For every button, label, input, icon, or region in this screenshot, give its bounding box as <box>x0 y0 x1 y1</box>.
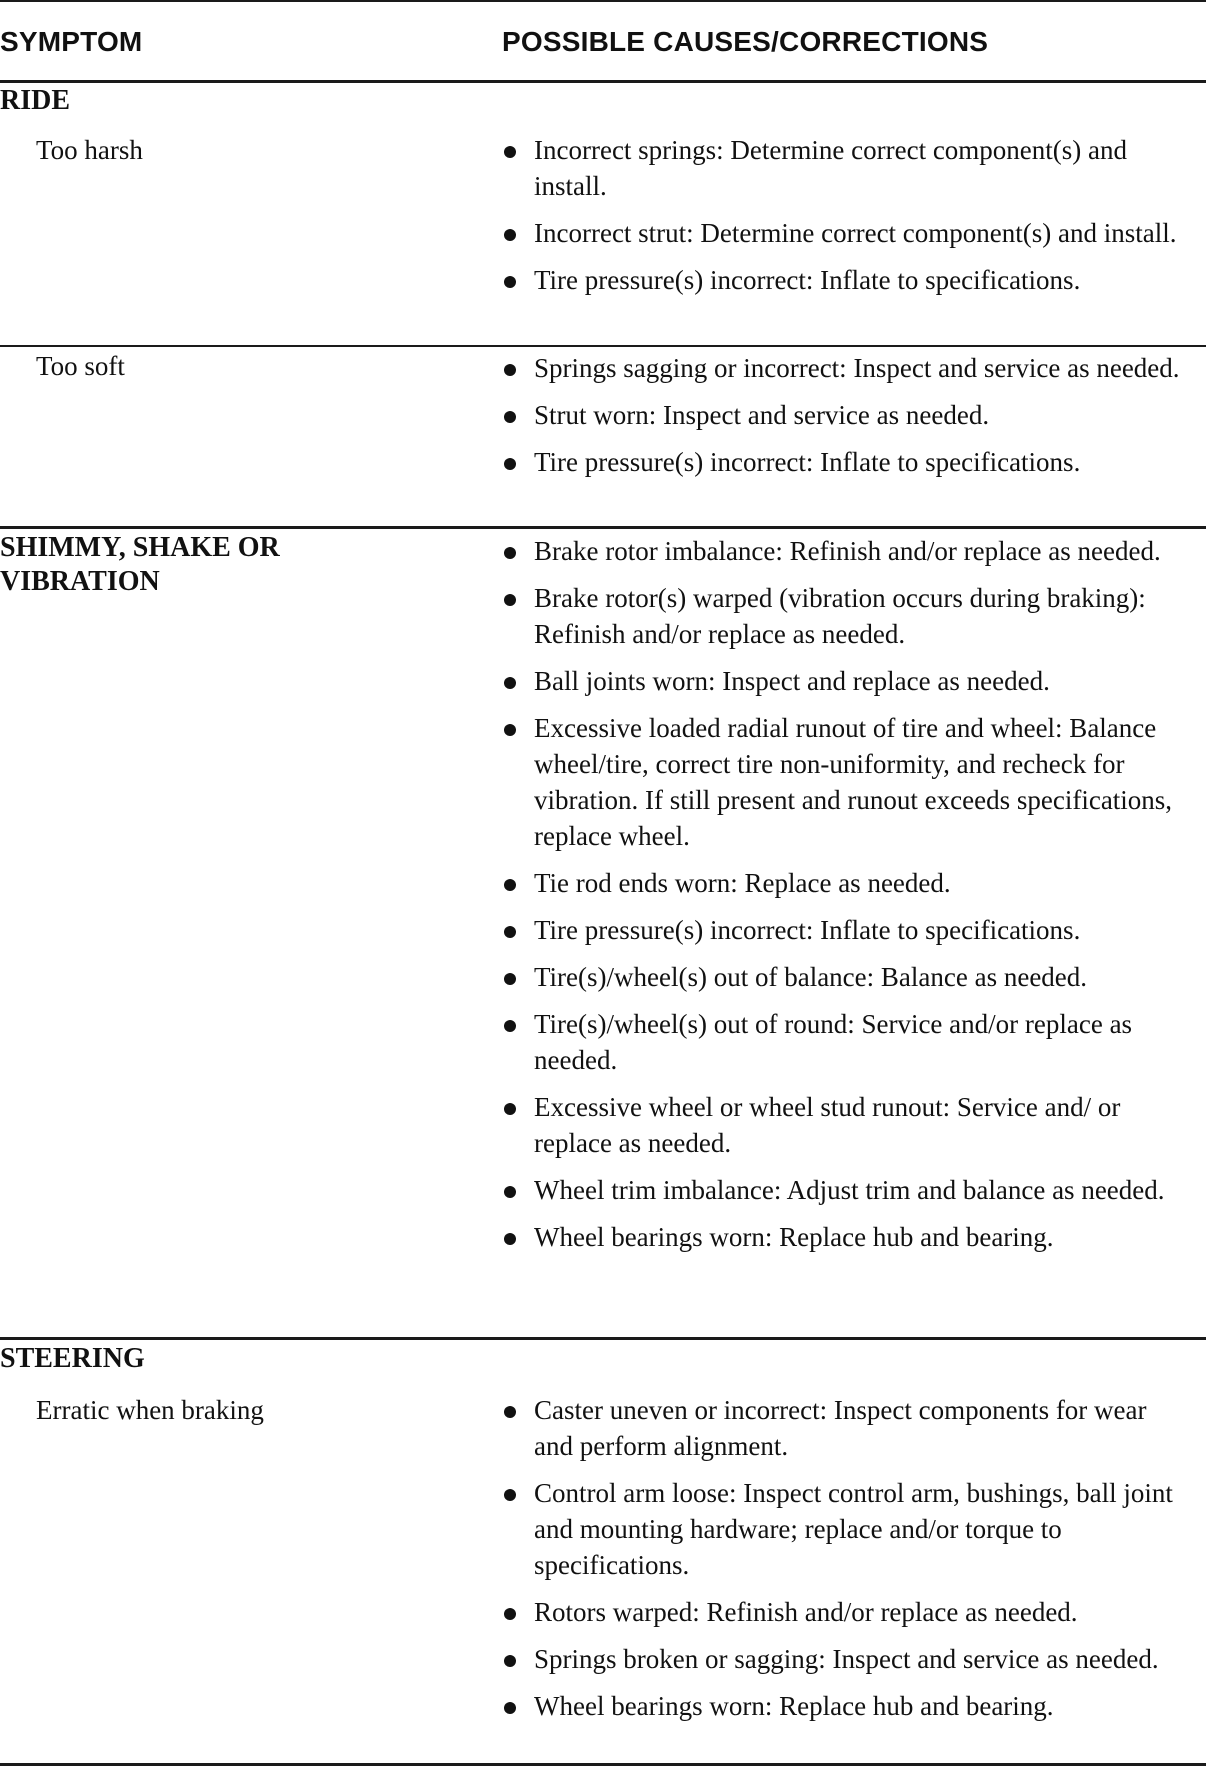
bullet-icon <box>504 1702 516 1714</box>
cause-text: Tire(s)/wheel(s) out of round: Service and/or replace as needed. <box>534 1009 1133 1075</box>
bullet-icon <box>504 276 516 288</box>
list-item <box>502 912 1182 948</box>
symptom-too-harsh: Too harsh <box>36 135 143 165</box>
causes-too-harsh <box>502 132 1182 309</box>
bullet-icon <box>504 1020 516 1032</box>
bullet-icon <box>504 926 516 938</box>
bullet-icon <box>504 229 516 241</box>
causes-column-header: POSSIBLE CAUSES/CORRECTIONS <box>502 26 989 57</box>
list-item <box>502 262 1182 298</box>
cause-text: Tire(s)/wheel(s) out of balance: Balance as needed. <box>534 962 1088 992</box>
bullet-icon <box>504 973 516 985</box>
bullet-icon <box>504 724 516 736</box>
cause-text: Tire pressure(s) incorrect: Inflate to specifications. <box>534 915 1081 945</box>
list-item <box>502 1641 1182 1677</box>
cause-text: Brake rotor(s) warped (vibration occurs during braking): Refinish and/or replace as needed. <box>534 583 1146 649</box>
cause-text: Springs sagging or incorrect: Inspect and service as needed. <box>534 353 1180 383</box>
bullet-icon <box>504 1186 516 1198</box>
cause-text: Incorrect springs: Determine correct component(s) and install. <box>534 135 1128 201</box>
list-item <box>502 215 1182 251</box>
bullet-icon <box>504 458 516 470</box>
header-rule <box>0 80 1206 83</box>
section-steering: STEERING <box>0 1343 145 1374</box>
list-item <box>502 350 1182 386</box>
top-rule <box>0 0 1206 2</box>
bottom-rule <box>0 1763 1206 1766</box>
list-item <box>502 1172 1182 1208</box>
list-item <box>502 1475 1182 1583</box>
cause-text: Incorrect strut: Determine correct component(s) and install. <box>534 218 1177 248</box>
section-ride: RIDE <box>0 85 71 116</box>
bullet-icon <box>504 364 516 376</box>
bullet-icon <box>504 879 516 891</box>
cause-text: Tire pressure(s) incorrect: Inflate to specifications. <box>534 265 1081 295</box>
bullet-icon <box>504 1103 516 1115</box>
bullet-icon <box>504 677 516 689</box>
list-item <box>502 580 1182 652</box>
list-item <box>502 1392 1182 1464</box>
symptom-column-header: SYMPTOM <box>0 26 143 57</box>
list-item <box>502 444 1182 480</box>
cause-text: Springs broken or sagging: Inspect and service as needed. <box>534 1644 1159 1674</box>
list-item <box>502 533 1182 569</box>
bullet-icon <box>504 594 516 606</box>
cause-text: Tire pressure(s) incorrect: Inflate to specifications. <box>534 447 1081 477</box>
cause-text: Excessive loaded radial runout of tire and wheel: Balance wheel/tire, correct tire non-uniformity, and recheck for vibration. If still present and runout exceeds specifications, replace wheel. <box>534 713 1173 851</box>
cause-text: Tie rod ends worn: Replace as needed. <box>534 868 951 898</box>
bullet-icon <box>504 1233 516 1245</box>
bullet-icon <box>504 1406 516 1418</box>
list-item <box>502 132 1182 204</box>
cause-text: Brake rotor imbalance: Refinish and/or replace as needed. <box>534 536 1161 566</box>
bullet-icon <box>504 1655 516 1667</box>
cause-text: Wheel bearings worn: Replace hub and bearing. <box>534 1691 1054 1721</box>
cause-text: Strut worn: Inspect and service as needed. <box>534 400 990 430</box>
bullet-icon <box>504 1608 516 1620</box>
list-item <box>502 663 1182 699</box>
symptom-erratic-when-braking: Erratic when braking <box>36 1395 264 1425</box>
section-rule <box>0 526 1206 529</box>
cause-text: Excessive wheel or wheel stud runout: Service and/ or replace as needed. <box>534 1092 1121 1158</box>
list-item <box>502 865 1182 901</box>
list-item <box>502 1006 1182 1078</box>
list-item <box>502 959 1182 995</box>
list-item <box>502 1089 1182 1161</box>
section-shimmy: SHIMMY, SHAKE OR VIBRATION <box>0 532 280 597</box>
bullet-icon <box>504 146 516 158</box>
row-divider <box>0 345 1206 347</box>
causes-shimmy <box>502 533 1182 1266</box>
list-item <box>502 1688 1182 1724</box>
list-item <box>502 710 1182 854</box>
list-item <box>502 1594 1182 1630</box>
causes-too-soft <box>502 350 1182 491</box>
cause-text: Wheel bearings worn: Replace hub and bearing. <box>534 1222 1054 1252</box>
causes-erratic-when-braking <box>502 1392 1182 1735</box>
bullet-icon <box>504 1489 516 1501</box>
list-item <box>502 397 1182 433</box>
cause-text: Ball joints worn: Inspect and replace as needed. <box>534 666 1050 696</box>
symptom-too-soft: Too soft <box>36 351 125 381</box>
cause-text: Wheel trim imbalance: Adjust trim and balance as needed. <box>534 1175 1165 1205</box>
list-item <box>502 1219 1182 1255</box>
cause-text: Caster uneven or incorrect: Inspect components for wear and perform alignment. <box>534 1395 1147 1461</box>
section-rule <box>0 1337 1206 1340</box>
cause-text: Rotors warped: Refinish and/or replace as needed. <box>534 1597 1078 1627</box>
bullet-icon <box>504 547 516 559</box>
bullet-icon <box>504 411 516 423</box>
cause-text: Control arm loose: Inspect control arm, bushings, ball joint and mounting hardware; replace and/or torque to specifications. <box>534 1478 1173 1580</box>
